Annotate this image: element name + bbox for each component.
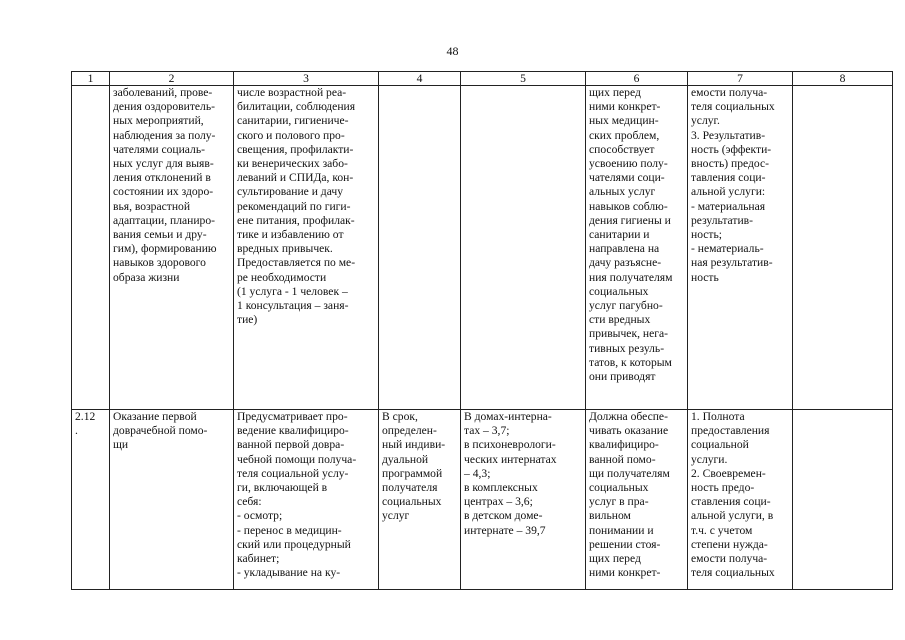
table-cell: Предусматривает про- ведение квалифициро- ванной первой довра- чебной помощи получа- теля социальной услу- ги, включающей в себя: - осмотр; - перенос в медицин- ский или процедурный кабинет; - укладывание на ку- — [234, 410, 379, 590]
header-cell: 7 — [688, 72, 793, 86]
table-cell — [461, 86, 586, 410]
table-cell: щих перед ними конкрет- ных медицин- ских проблем, способствует усвоению полу- чателями соци- альных услуг навыков соблю- дения гигиены и санитарии и направлена на дачу разъясне- ния получателям социальных услуг пагубно- сти вредных привычек, нега- тивных резуль- татов, к которым они приводят — [586, 86, 688, 410]
table-cell: заболеваний, прове- дения оздоровитель- ных мероприятий, наблюдения за полу- чателями социаль- ных услуг для выяв- ления отклонений в состоянии их здоро- вья, возрастной адаптации, планиро- вания семьи и дру- гим), формированию навыков здорового образа жизни — [110, 86, 234, 410]
table-cell: емости получа- теля социальных услуг. 3. Результатив- ность (эффекти- вность) предос- тавления соци- альной услуги: - материальная результатив- ность; - нематериаль- ная результатив- ность — [688, 86, 793, 410]
table-cell — [793, 86, 893, 410]
table-cell — [793, 410, 893, 590]
table-cell: Должна обеспе- чивать оказание квалифициро- ванной помо- щи получателям социальных услуг в пра- вильном понимании и решении стоя- щих перед ними конкрет- — [586, 410, 688, 590]
header-cell: 5 — [461, 72, 586, 86]
header-cell: 8 — [793, 72, 893, 86]
table-row — [72, 410, 893, 590]
table-row — [72, 86, 893, 410]
table-cell: В домах-интерна- тах – 3,7; в психоневрологи- ческих интернатах – 4,3; в комплексных центрах – 3,6; в детском доме- интернате – 39,7 — [461, 410, 586, 590]
page-number: 48 — [446, 44, 459, 58]
table-cell: 1. Полнота предоставления социальной услуги. 2. Своевремен- ность предо- ставления соци- альной услуги, в т.ч. с учетом степени нужда- емости получа- теля социальных — [688, 410, 793, 590]
header-cell: 2 — [110, 72, 234, 86]
table-cell — [72, 86, 110, 410]
table-header-row — [72, 72, 893, 86]
table-cell: числе возрастной реа- билитации, соблюдения санитарии, гигиениче- ского и полового про- свещения, профилакти- ки венерических забо- леваний и СПИДа, кон- сультирование и дачу рекомендаций по гиги- ене питания, профилак- тике и избавлению от вредных привычек. Предоставляется по ме- ре необходимости (1 услуга - 1 человек – 1 консультация – заня- тие) — [234, 86, 379, 410]
table-cell: 2.12 . — [72, 410, 110, 590]
header-cell: 6 — [586, 72, 688, 86]
services-table — [71, 71, 893, 590]
header-cell: 3 — [234, 72, 379, 86]
header-cell: 4 — [379, 72, 461, 86]
table-cell — [379, 86, 461, 410]
header-cell: 1 — [72, 72, 110, 86]
table-cell: Оказание первой доврачебной помо- щи — [110, 410, 234, 590]
table-cell: В срок, определен- ный индиви- дуальной программой получателя социальных услуг — [379, 410, 461, 590]
